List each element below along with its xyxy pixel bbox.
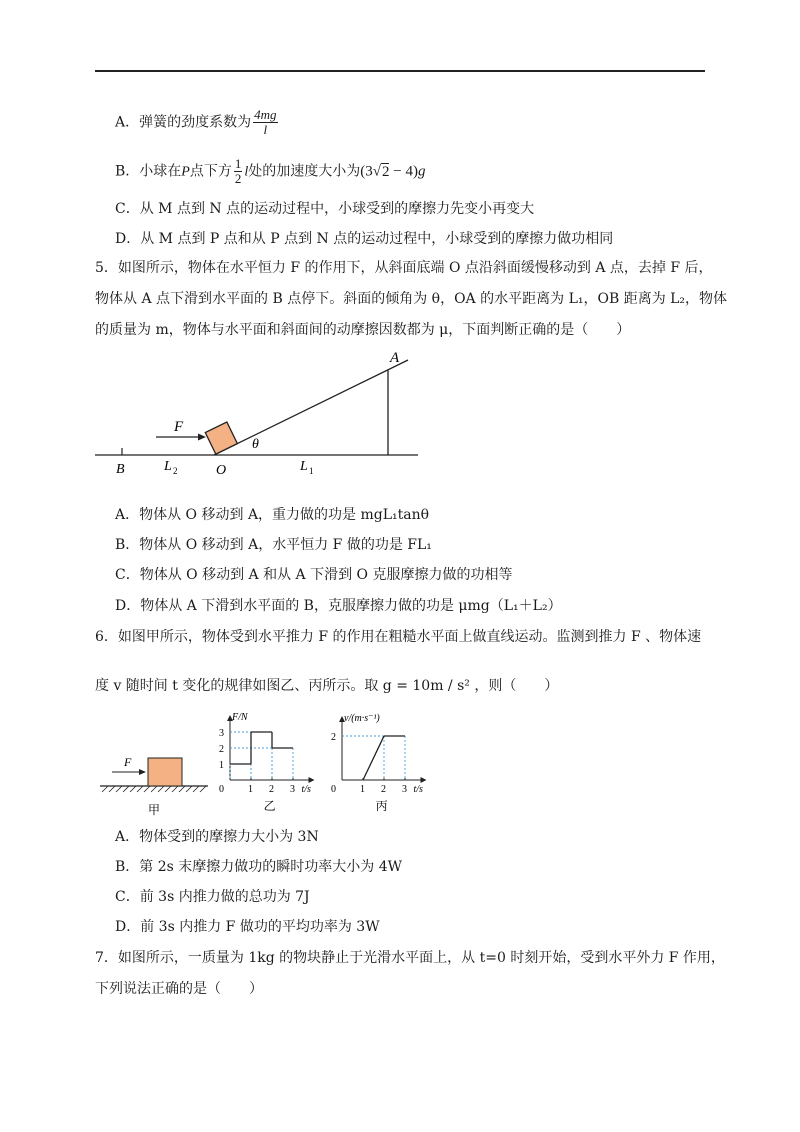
x-axis-label: t/s — [301, 784, 311, 795]
y-tick-label: 1 — [219, 760, 224, 771]
label-theta: θ — [252, 437, 259, 452]
jia-arrowhead — [139, 769, 146, 775]
label-b: B — [116, 462, 125, 477]
q5-option-d[interactable]: D．物体从 A 下滑到水平面的 B，克服摩擦力做的功是 μmg（L₁＋L₂） — [115, 598, 562, 614]
q6-option-b[interactable]: B．第 2s 末摩擦力做功的瞬时功率大小为 4W — [115, 859, 403, 875]
label-l1-sub: 1 — [309, 466, 314, 476]
jia-hatching — [102, 786, 206, 792]
q4-option-c[interactable]: C．从 M 点到 N 点的运动过程中，小球受到的摩擦力先变小再变大 — [115, 201, 535, 217]
block — [205, 422, 237, 454]
x-tick-label: 3 — [290, 784, 295, 795]
q5-option-c[interactable]: C．物体从 O 移动到 A 和从 A 下滑到 O 克服摩擦力做的功相等 — [115, 567, 513, 583]
x-tick-label: 3 — [402, 784, 407, 795]
data-segment — [363, 736, 384, 780]
x-tick-label: 2 — [269, 784, 274, 795]
y-tick-label: 2 — [331, 732, 336, 743]
x-axis-label: t/s — [413, 784, 423, 795]
jia-label-f: F — [124, 755, 132, 769]
jia-block — [148, 758, 182, 786]
q4-option-b[interactable]: B．小球在P点下方 $\frac{1}{2}$ l处的加速度大小为(3√2 − 4)g — [115, 156, 426, 186]
label-l2: L — [164, 459, 172, 474]
chart-caption: 乙 — [263, 799, 276, 813]
fraction-half: $\frac{1}{2}$ — [234, 156, 242, 186]
q5-stem-line1: 5．如图所示，物体在水平恒力 F 的作用下，从斜面底端 O 点沿斜面缓慢移动到 A 点，去掉 F 后， — [95, 260, 713, 276]
q6-option-a[interactable]: A．物体受到的摩擦力大小为 3N — [115, 829, 319, 845]
chart-caption: 丙 — [375, 799, 388, 813]
y-tick-label: 2 — [219, 744, 224, 755]
q4-option-d[interactable]: D．从 M 点到 P 点和从 P 点到 N 点的运动过程中，小球受到的摩擦力做功相同 — [115, 231, 614, 247]
force-arrowhead — [198, 434, 206, 441]
q7-stem-line1: 7．如图所示，一质量为 1kg 的物块静止于光滑水平面上，从 t=0 时刻开始，受到水平外力 F 作用， — [95, 950, 725, 966]
label-f: F — [174, 419, 184, 435]
q4-option-a[interactable]: A．弹簧的劲度系数为 $\frac{4mg}{l}$ — [115, 107, 277, 137]
x-tick-label: 0 — [219, 784, 224, 795]
y-axis-label: F/N — [232, 712, 248, 723]
q5-option-a[interactable]: A．物体从 O 移动到 A，重力做的功是 mgL₁tanθ — [115, 507, 430, 523]
x-tick-label: 0 — [331, 784, 336, 795]
fraction: $\frac{4mg}{l}$ — [254, 107, 277, 137]
x-tick-label: 2 — [381, 784, 386, 795]
y-axis-label: v/(m·s⁻¹) — [344, 713, 380, 724]
q6-option-d[interactable]: D．前 3s 内推力 F 做功的平均功率为 3W — [115, 919, 380, 935]
q6-stem-line1: 6．如图甲所示，物体受到水平推力 F 的作用在粗糙水平面上做直线运动。监测到推力 F 、物体速 — [95, 629, 702, 645]
q5-option-b[interactable]: B．物体从 O 移动到 A，水平恒力 F 做的功是 FL₁ — [115, 537, 432, 553]
q5-stem-line3: 的质量为 m，物体与水平面和斜面间的动摩擦因数都为 μ，下面判断正确的是（ ） — [95, 322, 631, 338]
x-axis-arrow — [421, 777, 427, 783]
q6-figure-jia — [98, 742, 210, 822]
q5-stem-line2: 物体从 A 点下滑到水平面的 B 点停下。斜面的倾角为 θ，OA 的水平距离为 L₁，OB 距离为 L₂，物体 — [95, 291, 728, 307]
x-axis-arrow — [309, 777, 315, 783]
label-l2-sub: 2 — [173, 466, 178, 476]
jia-caption: 甲 — [148, 803, 161, 817]
q6-chart-yi — [210, 712, 315, 822]
x-tick-label: 1 — [360, 784, 365, 795]
incline-line — [214, 360, 408, 455]
y-tick-label: 3 — [219, 728, 224, 739]
q6-option-c[interactable]: C．前 3s 内推力做的总功为 7J — [115, 889, 310, 905]
q6-chart-bing — [318, 712, 428, 822]
label-l1: L — [300, 459, 308, 474]
label-a: A — [390, 350, 400, 366]
header-rule — [95, 70, 705, 72]
q6-stem-line2: 度 v 随时间 t 变化的规律如图乙、丙所示。取 g = 10m / s² ，则（ ） — [95, 678, 559, 694]
label-o: O — [216, 463, 227, 478]
q5-incline-figure — [90, 340, 430, 480]
x-tick-label: 1 — [248, 784, 253, 795]
acceleration-expression: (3√2 − 4)g — [360, 163, 426, 180]
q7-stem-line2: 下列说法正确的是（ ） — [95, 981, 263, 997]
